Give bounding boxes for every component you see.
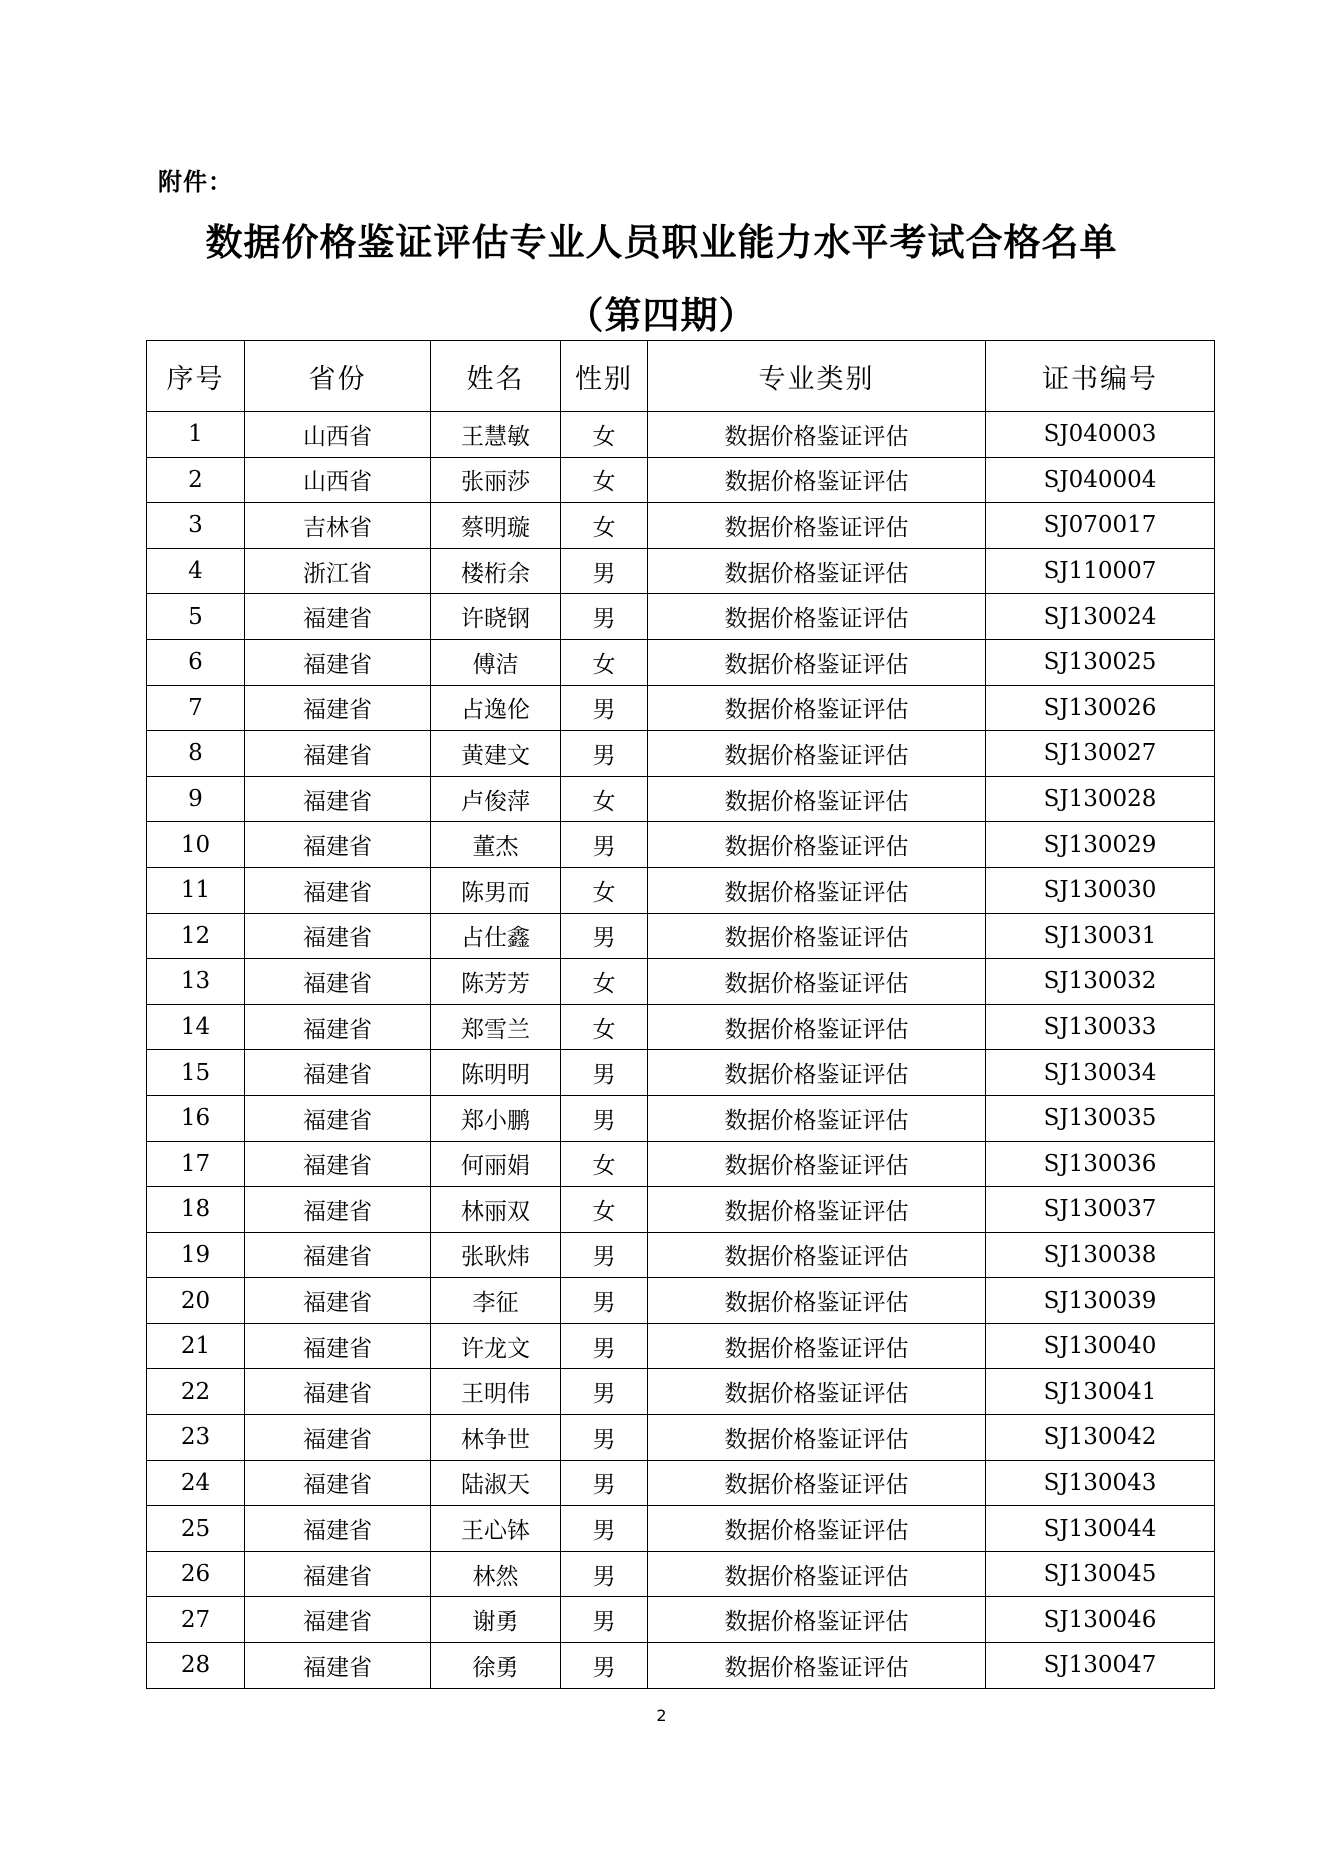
- table-row: [147, 1643, 1215, 1689]
- cell-gender: 男: [561, 1369, 648, 1415]
- cell-serial: 10: [147, 822, 245, 868]
- cell-gender: 女: [561, 1187, 648, 1233]
- cell-province: 福建省: [245, 913, 431, 959]
- attachment-label: 附件：: [158, 168, 233, 196]
- cell-certificate: SJ130037: [986, 1187, 1215, 1233]
- cell-certificate: SJ110007: [986, 548, 1215, 594]
- cell-gender: 男: [561, 1278, 648, 1324]
- cell-certificate: SJ130031: [986, 913, 1215, 959]
- cell-certificate: SJ130036: [986, 1141, 1215, 1187]
- cell-name: 张耿炜: [431, 1232, 561, 1278]
- cell-serial: 2: [147, 457, 245, 503]
- cell-province: 福建省: [245, 776, 431, 822]
- cell-gender: 男: [561, 1643, 648, 1689]
- cell-name: 王明伟: [431, 1369, 561, 1415]
- cell-serial: 24: [147, 1460, 245, 1506]
- cell-province: 福建省: [245, 1050, 431, 1096]
- table-row: [147, 1141, 1215, 1187]
- cell-province: 福建省: [245, 685, 431, 731]
- cell-province: 山西省: [245, 412, 431, 458]
- cell-province: 福建省: [245, 959, 431, 1005]
- cell-specialty: 数据价格鉴证评估: [648, 1278, 986, 1324]
- cell-certificate: SJ130033: [986, 1004, 1215, 1050]
- table-row: [147, 731, 1215, 777]
- cell-province: 福建省: [245, 1141, 431, 1187]
- cell-province: 吉林省: [245, 503, 431, 549]
- cell-name: 陈男而: [431, 867, 561, 913]
- cell-certificate: SJ040004: [986, 457, 1215, 503]
- cell-serial: 19: [147, 1232, 245, 1278]
- cell-province: 福建省: [245, 1643, 431, 1689]
- cell-gender: 女: [561, 503, 648, 549]
- table-row: [147, 959, 1215, 1005]
- cell-certificate: SJ130026: [986, 685, 1215, 731]
- table-row: [147, 867, 1215, 913]
- cell-certificate: SJ130044: [986, 1506, 1215, 1552]
- cell-gender: 男: [561, 594, 648, 640]
- cell-specialty: 数据价格鉴证评估: [648, 1460, 986, 1506]
- cell-gender: 男: [561, 1551, 648, 1597]
- cell-serial: 4: [147, 548, 245, 594]
- cell-name: 郑小鹏: [431, 1095, 561, 1141]
- cell-name: 占逸伦: [431, 685, 561, 731]
- cell-province: 福建省: [245, 1369, 431, 1415]
- cell-province: 福建省: [245, 1597, 431, 1643]
- table-row: [147, 639, 1215, 685]
- cell-certificate: SJ130041: [986, 1369, 1215, 1415]
- cell-serial: 27: [147, 1597, 245, 1643]
- cell-specialty: 数据价格鉴证评估: [648, 594, 986, 640]
- cell-gender: 男: [561, 913, 648, 959]
- cell-certificate: SJ130047: [986, 1643, 1215, 1689]
- table-row: [147, 1004, 1215, 1050]
- cell-specialty: 数据价格鉴证评估: [648, 457, 986, 503]
- table-row: [147, 1095, 1215, 1141]
- cell-province: 福建省: [245, 1506, 431, 1552]
- cell-specialty: 数据价格鉴证评估: [648, 913, 986, 959]
- cell-specialty: 数据价格鉴证评估: [648, 1506, 986, 1552]
- table-row: [147, 1278, 1215, 1324]
- cell-serial: 8: [147, 731, 245, 777]
- table-row: [147, 1369, 1215, 1415]
- cell-province: 福建省: [245, 1323, 431, 1369]
- table-body: [147, 412, 1215, 1689]
- cell-serial: 22: [147, 1369, 245, 1415]
- cell-serial: 11: [147, 867, 245, 913]
- table-row: [147, 1597, 1215, 1643]
- cell-gender: 男: [561, 1232, 648, 1278]
- cell-province: 福建省: [245, 1278, 431, 1324]
- cell-specialty: 数据价格鉴证评估: [648, 867, 986, 913]
- cell-province: 福建省: [245, 731, 431, 777]
- cell-specialty: 数据价格鉴证评估: [648, 412, 986, 458]
- column-header-gender: 性别: [561, 341, 648, 412]
- cell-serial: 12: [147, 913, 245, 959]
- cell-specialty: 数据价格鉴证评估: [648, 503, 986, 549]
- cell-specialty: 数据价格鉴证评估: [648, 639, 986, 685]
- cell-serial: 7: [147, 685, 245, 731]
- table-row: [147, 776, 1215, 822]
- cell-certificate: SJ130042: [986, 1415, 1215, 1461]
- cell-serial: 16: [147, 1095, 245, 1141]
- table-row: [147, 913, 1215, 959]
- cell-gender: 男: [561, 731, 648, 777]
- cell-name: 张丽莎: [431, 457, 561, 503]
- cell-gender: 女: [561, 1141, 648, 1187]
- cell-gender: 男: [561, 1415, 648, 1461]
- cell-serial: 28: [147, 1643, 245, 1689]
- cell-gender: 男: [561, 1597, 648, 1643]
- cell-province: 福建省: [245, 1095, 431, 1141]
- cell-gender: 女: [561, 867, 648, 913]
- cell-certificate: SJ130043: [986, 1460, 1215, 1506]
- column-header-serial: 序号: [147, 341, 245, 412]
- cell-province: 福建省: [245, 1415, 431, 1461]
- cell-serial: 3: [147, 503, 245, 549]
- cell-specialty: 数据价格鉴证评估: [648, 1415, 986, 1461]
- cell-certificate: SJ130045: [986, 1551, 1215, 1597]
- cell-name: 傅洁: [431, 639, 561, 685]
- cell-specialty: 数据价格鉴证评估: [648, 1004, 986, 1050]
- cell-name: 董杰: [431, 822, 561, 868]
- column-header-name: 姓名: [431, 341, 561, 412]
- cell-certificate: SJ130032: [986, 959, 1215, 1005]
- cell-certificate: SJ040003: [986, 412, 1215, 458]
- table-row: [147, 1187, 1215, 1233]
- cell-certificate: SJ130038: [986, 1232, 1215, 1278]
- cell-name: 陈明明: [431, 1050, 561, 1096]
- cell-province: 福建省: [245, 1232, 431, 1278]
- cell-name: 林争世: [431, 1415, 561, 1461]
- cell-name: 王心钵: [431, 1506, 561, 1552]
- cell-serial: 5: [147, 594, 245, 640]
- cell-gender: 男: [561, 1095, 648, 1141]
- cell-serial: 17: [147, 1141, 245, 1187]
- cell-name: 徐勇: [431, 1643, 561, 1689]
- cell-serial: 14: [147, 1004, 245, 1050]
- cell-serial: 18: [147, 1187, 245, 1233]
- table-row: [147, 1232, 1215, 1278]
- cell-province: 山西省: [245, 457, 431, 503]
- cell-gender: 男: [561, 548, 648, 594]
- cell-specialty: 数据价格鉴证评估: [648, 959, 986, 1005]
- cell-specialty: 数据价格鉴证评估: [648, 1095, 986, 1141]
- document-subtitle: （第四期）: [566, 294, 757, 337]
- cell-certificate: SJ130030: [986, 867, 1215, 913]
- cell-specialty: 数据价格鉴证评估: [648, 1141, 986, 1187]
- cell-gender: 女: [561, 639, 648, 685]
- cell-certificate: SJ130027: [986, 731, 1215, 777]
- cell-specialty: 数据价格鉴证评估: [648, 1643, 986, 1689]
- cell-serial: 6: [147, 639, 245, 685]
- table-row: [147, 503, 1215, 549]
- cell-gender: 女: [561, 959, 648, 1005]
- cell-specialty: 数据价格鉴证评估: [648, 1232, 986, 1278]
- cell-name: 郑雪兰: [431, 1004, 561, 1050]
- document-title: 数据价格鉴证评估专业人员职业能力水平考试合格名单: [205, 221, 1118, 264]
- table-row: [147, 1050, 1215, 1096]
- cell-name: 黄建文: [431, 731, 561, 777]
- cell-specialty: 数据价格鉴证评估: [648, 1050, 986, 1096]
- cell-certificate: SJ130035: [986, 1095, 1215, 1141]
- cell-specialty: 数据价格鉴证评估: [648, 822, 986, 868]
- cell-certificate: SJ130046: [986, 1597, 1215, 1643]
- cell-specialty: 数据价格鉴证评估: [648, 776, 986, 822]
- cell-specialty: 数据价格鉴证评估: [648, 1323, 986, 1369]
- cell-province: 福建省: [245, 867, 431, 913]
- cell-certificate: SJ130025: [986, 639, 1215, 685]
- table-row: [147, 1551, 1215, 1597]
- cell-name: 王慧敏: [431, 412, 561, 458]
- cell-name: 陈芳芳: [431, 959, 561, 1005]
- cell-specialty: 数据价格鉴证评估: [648, 731, 986, 777]
- cell-serial: 20: [147, 1278, 245, 1324]
- cell-gender: 男: [561, 1323, 648, 1369]
- cell-certificate: SJ070017: [986, 503, 1215, 549]
- cell-serial: 13: [147, 959, 245, 1005]
- cell-specialty: 数据价格鉴证评估: [648, 685, 986, 731]
- cell-gender: 女: [561, 457, 648, 503]
- cell-name: 谢勇: [431, 1597, 561, 1643]
- cell-gender: 男: [561, 1506, 648, 1552]
- cell-name: 林然: [431, 1551, 561, 1597]
- cell-gender: 女: [561, 776, 648, 822]
- cell-certificate: SJ130039: [986, 1278, 1215, 1324]
- column-header-certificate: 证书编号: [986, 341, 1215, 412]
- cell-name: 卢俊萍: [431, 776, 561, 822]
- cell-certificate: SJ130040: [986, 1323, 1215, 1369]
- table-row: [147, 1323, 1215, 1369]
- table-row: [147, 548, 1215, 594]
- cell-province: 福建省: [245, 1187, 431, 1233]
- qualified-list-table: [146, 340, 1215, 1689]
- cell-name: 蔡明璇: [431, 503, 561, 549]
- cell-certificate: SJ130028: [986, 776, 1215, 822]
- page-number: 2: [656, 1706, 667, 1725]
- cell-certificate: SJ130034: [986, 1050, 1215, 1096]
- cell-province: 福建省: [245, 639, 431, 685]
- cell-serial: 26: [147, 1551, 245, 1597]
- cell-serial: 15: [147, 1050, 245, 1096]
- cell-specialty: 数据价格鉴证评估: [648, 1597, 986, 1643]
- column-header-specialty: 专业类别: [648, 341, 986, 412]
- table-row: [147, 594, 1215, 640]
- cell-province: 浙江省: [245, 548, 431, 594]
- cell-serial: 9: [147, 776, 245, 822]
- cell-province: 福建省: [245, 1004, 431, 1050]
- cell-specialty: 数据价格鉴证评估: [648, 1369, 986, 1415]
- cell-gender: 男: [561, 822, 648, 868]
- cell-specialty: 数据价格鉴证评估: [648, 1551, 986, 1597]
- cell-province: 福建省: [245, 1551, 431, 1597]
- table-row: [147, 457, 1215, 503]
- cell-gender: 男: [561, 1460, 648, 1506]
- cell-gender: 男: [561, 685, 648, 731]
- table-row: [147, 412, 1215, 458]
- cell-gender: 女: [561, 412, 648, 458]
- table-row: [147, 685, 1215, 731]
- cell-name: 陆淑天: [431, 1460, 561, 1506]
- cell-name: 许龙文: [431, 1323, 561, 1369]
- cell-province: 福建省: [245, 1460, 431, 1506]
- cell-province: 福建省: [245, 822, 431, 868]
- cell-certificate: SJ130029: [986, 822, 1215, 868]
- cell-serial: 1: [147, 412, 245, 458]
- table-row: [147, 1460, 1215, 1506]
- table-row: [147, 822, 1215, 868]
- cell-certificate: SJ130024: [986, 594, 1215, 640]
- column-header-province: 省份: [245, 341, 431, 412]
- cell-name: 楼桁余: [431, 548, 561, 594]
- cell-gender: 男: [561, 1050, 648, 1096]
- cell-specialty: 数据价格鉴证评估: [648, 548, 986, 594]
- header-row: [147, 341, 1215, 412]
- cell-serial: 21: [147, 1323, 245, 1369]
- cell-serial: 23: [147, 1415, 245, 1461]
- cell-serial: 25: [147, 1506, 245, 1552]
- table-header: [147, 341, 1215, 412]
- cell-name: 林丽双: [431, 1187, 561, 1233]
- cell-province: 福建省: [245, 594, 431, 640]
- cell-gender: 女: [561, 1004, 648, 1050]
- cell-name: 李征: [431, 1278, 561, 1324]
- cell-name: 何丽娟: [431, 1141, 561, 1187]
- cell-name: 占仕鑫: [431, 913, 561, 959]
- cell-specialty: 数据价格鉴证评估: [648, 1187, 986, 1233]
- cell-name: 许晓钢: [431, 594, 561, 640]
- table-row: [147, 1415, 1215, 1461]
- table-row: [147, 1506, 1215, 1552]
